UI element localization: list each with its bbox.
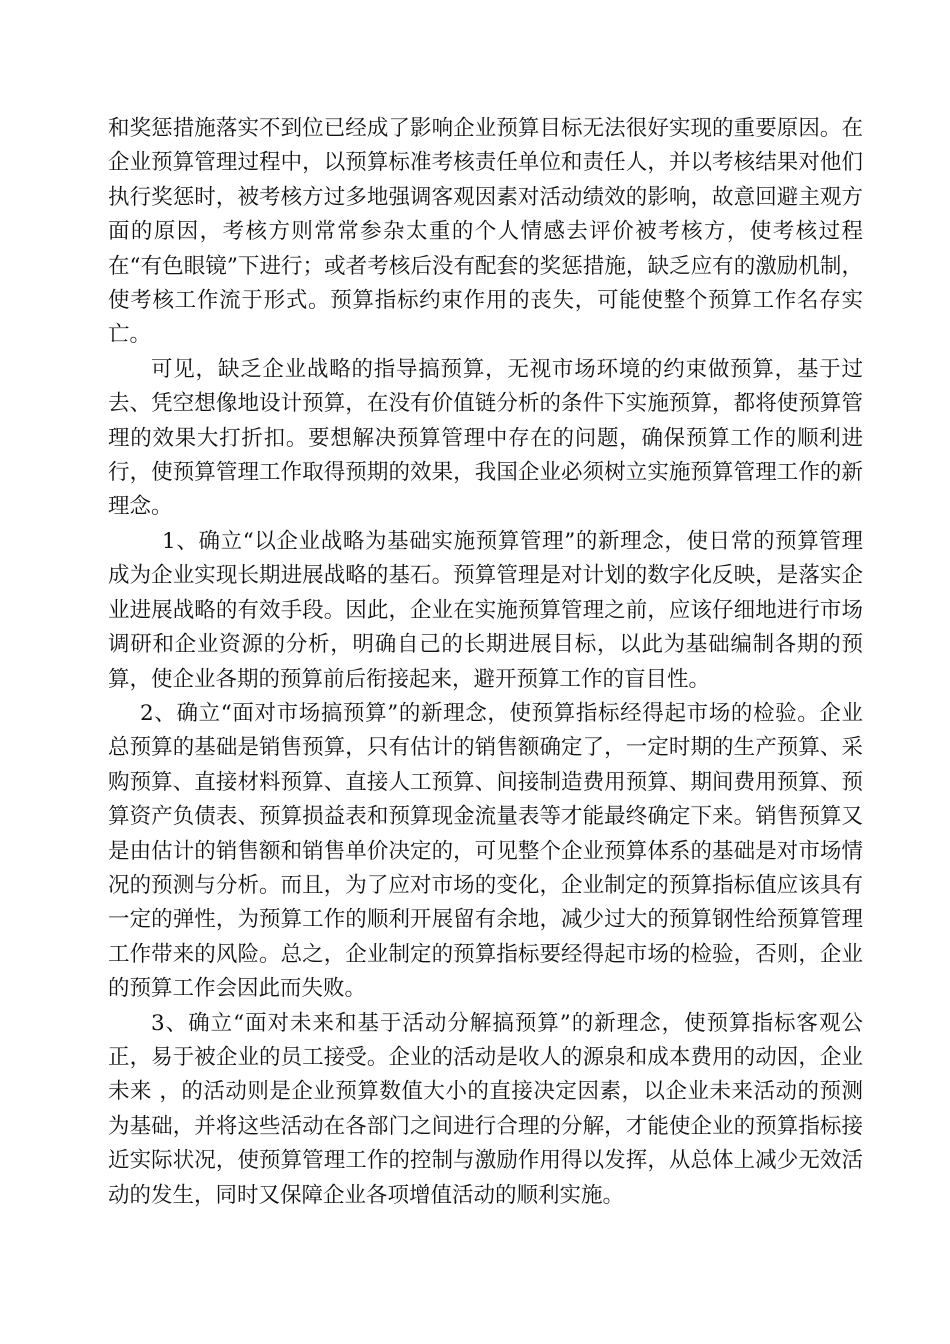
paragraph-summary-new-concepts: 可见，缺乏企业战略的指导搞预算，无视市场环境的约束做预算，基于过去、凭空想像地设计预算，在没有价值链分析的条件下实施预算，都将使预算管理的效果大打折扣。要想解决预算管理中存在的问题，确保预算工作的顺利进行，使预算管理工作取得预期的效果，我国企业必须树立实施预算管理工作的新理念。 (108, 356, 863, 520)
paragraph-concept-1-strategy: 1、确立“以企业战略为基础实施预算管理”的新理念，使日常的预算管理成为企业实现长期进展战略的基石。预算管理是对计划的数字化反映，是落实企业进展战略的有效手段。因此，企业在实施预算管理之前，应该仔细地进行市场调研和企业资源的分析，明确自己的长期进展目标，以此为基础编制各期的预算，使企业各期的预算前后衔接起来，避开预算工作的盲目性。 (108, 528, 863, 692)
paragraph-rewards-penalties: 和奖惩措施落实不到位已经成了影响企业预算目标无法很好实现的重要原因。在企业预算管理过程中，以预算标准考核责任单位和责任人，并以考核结果对他们执行奖惩时，被考核方过多地强调客观因素对活动绩效的影响，故意回避主观方面的原因，考核方则常常参杂太重的个人情感去评价被考核方，使考核过程在“有色眼镜”下进行；或者考核后没有配套的奖惩措施，缺乏应有的激励机制，使考核工作流于形式。预算指标约束作用的丧失，可能使整个预算工作名存实亡。 (108, 116, 863, 348)
document-page (108, 112, 863, 1213)
paragraph-concept-3-activities: 3、确立“面对未来和基于活动分解搞预算”的新理念，使预算指标客观公正，易于被企业的员工接受。企业的活动是收人的源泉和成本费用的动因，企业未来 ，的活动则是企业预算数值大小的直接决定因素，以企业未来活动的预测为基础，并将这些活动在各部门之间进行合理的分解，才能使企业的预算指标接近实际状况，使预算管理工作的控制与激励作用得以发挥，从总体上减少无效活动的发生，同时又保障企业各项增值活动的顺利实施。 (108, 1010, 863, 1208)
paragraph-concept-2-market: 2、确立“面对市场搞预算”的新理念，使预算指标经得起市场的检验。企业总预算的基础是销售预算，只有估计的销售额确定了，一定时期的生产预算、采购预算、直接材料预算、直接人工预算、间接制造费用预算、期间费用预算、预算资产负债表、预算损益表和预算现金流量表等才能最终确定下来。销售预算又是由估计的销售额和销售单价决定的，可见整个企业预算体系的基础是对市场情况的预测与分析。而且，为了应对市场的变化，企业制定的预算指标值应该具有一定的弹性，为预算工作的顺利开展留有余地，减少过大的预算钢性给预算管理工作带来的风险。总之，企业制定的预算指标要经得起市场的检验，否则，企业的预算工作会因此而失败。 (108, 700, 863, 1002)
